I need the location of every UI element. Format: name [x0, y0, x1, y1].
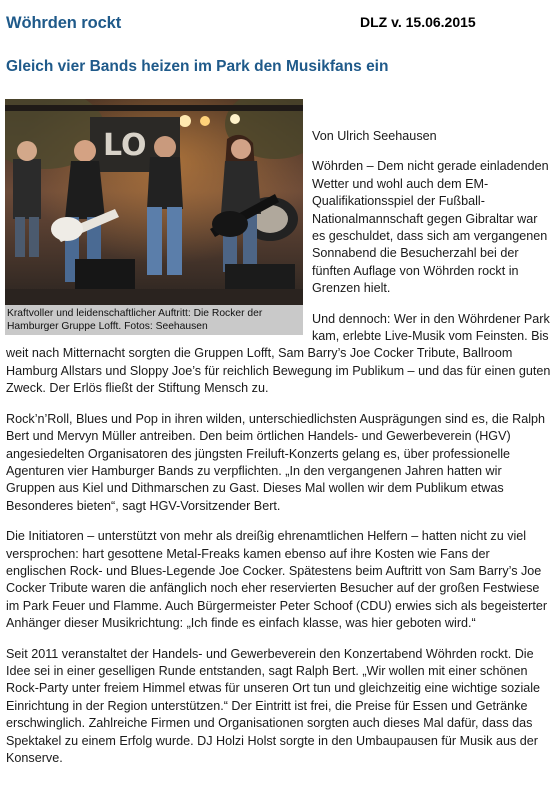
source-date: DLZ v. 15.06.2015 — [360, 14, 476, 30]
article-paragraph: Und dennoch: Wer in den Wöhrdener Park kam, erlebte Live-Musik vom Feinsten. Bis weit nach Mitternacht sorgten die Gruppen Lofft, Sam Barry’s Joe Cocker Tribute, Ballroom Hamburg Allstars und Sloppy Joe’s für reichlich Bewegung im Publikum – und das für einen guten Zweck. Der Erlös fließt der Stiftung Mensch zu. — [6, 311, 551, 396]
article-paragraph: Wöhrden – Dem nicht gerade einladenden Wetter und wohl auch dem EM-Qualifikationsspiel der Fußball-Nationalmannschaft gegen Gibraltar war es geschuldet, dass sich am vergangenen Sonnabend die Besucherzahl bei der fünften Auflage von Wöhrden rockt in Grenzen hielt. — [312, 159, 549, 296]
article-paragraph: Die Initiatoren – unterstützt von mehr als dreißig ehrenamtlichen Helfern – hatten nicht zu viel versprochen: hart gesottene Metal-Freaks kamen ebenso auf ihre Kosten wie Fans der englischen Rock- und Blues-Legende Joe Cocker. Spätestens beim Auftritt von Sam Barry’s Joe Cocker Tribute waren die anfänglich noch eher reservierten Besucher auf der großen Festwiese im Park Feuer und Flamme. Auch Bürgermeister Peter Schoof (CDU) erwies sich als begeisterter Anhänger dieser Musikrichtung: „Ich finde es einfach klasse, was hier geboten wird.“ — [6, 529, 548, 631]
section-title: Wöhrden rockt — [6, 14, 122, 32]
article-paragraph: Seit 2011 veranstaltet der Handels- und Gewerbeverein den Konzertabend Wöhrden rockt. Die Idee sei in einer geselligen Runde entstanden, sagt Ralph Bert. „Wir wollen mit einer schönen Rock-Party unter freiem Himmel etwas für unseren Ort tun und gleichzeitig eine wichtige soziale Einrichtung in der Region unterstützen.“ Der Eintritt ist frei, die Preise für Essen und Getränke erschwinglich. Zahlreiche Firmen und Organisationen sorgten auch dieses Mal dafür, dass das Spektakel zu einem Erfolg wurde. DJ Holzi Holst sorgte in den Umbaupausen für Musik aus der Konserve. — [6, 646, 541, 765]
photo-caption: Kraftvoller und leidenschaftlicher Auftritt: Die Rocker der Hamburger Gruppe Lofft. Fotos: Seehausen — [5, 305, 303, 335]
article-byline: Von Ulrich Seehausen — [312, 129, 437, 143]
article-body — [6, 124, 551, 780]
article-headline: Gleich vier Bands heizen im Park den Musikfans ein — [6, 58, 389, 75]
svg-text:LO: LO — [103, 128, 147, 163]
article-paragraph: Rock’n’Roll, Blues und Pop in ihren wilden, unterschiedlichsten Ausprägungen sind es, die Ralph Bert und Mervyn Müller antreiben. Den beim örtlichen Handels- und Gewerbeverein (HGV) angesiedelten Organisatoren des jüngsten Freiluft-Konzerts gelang es, über professionelle Agenturen vier Hamburger Bands zu verpflichten. „In den vergangenen Jahren hatten wir Gruppen aus Kiel und Dithmarschen zu Gast. Dieses Mal wollen wir dem Publikum etwas Besonderes bieten“, sagt HGV-Vorsitzender Bert. — [6, 411, 546, 513]
photo-float-spacer — [6, 124, 312, 341]
